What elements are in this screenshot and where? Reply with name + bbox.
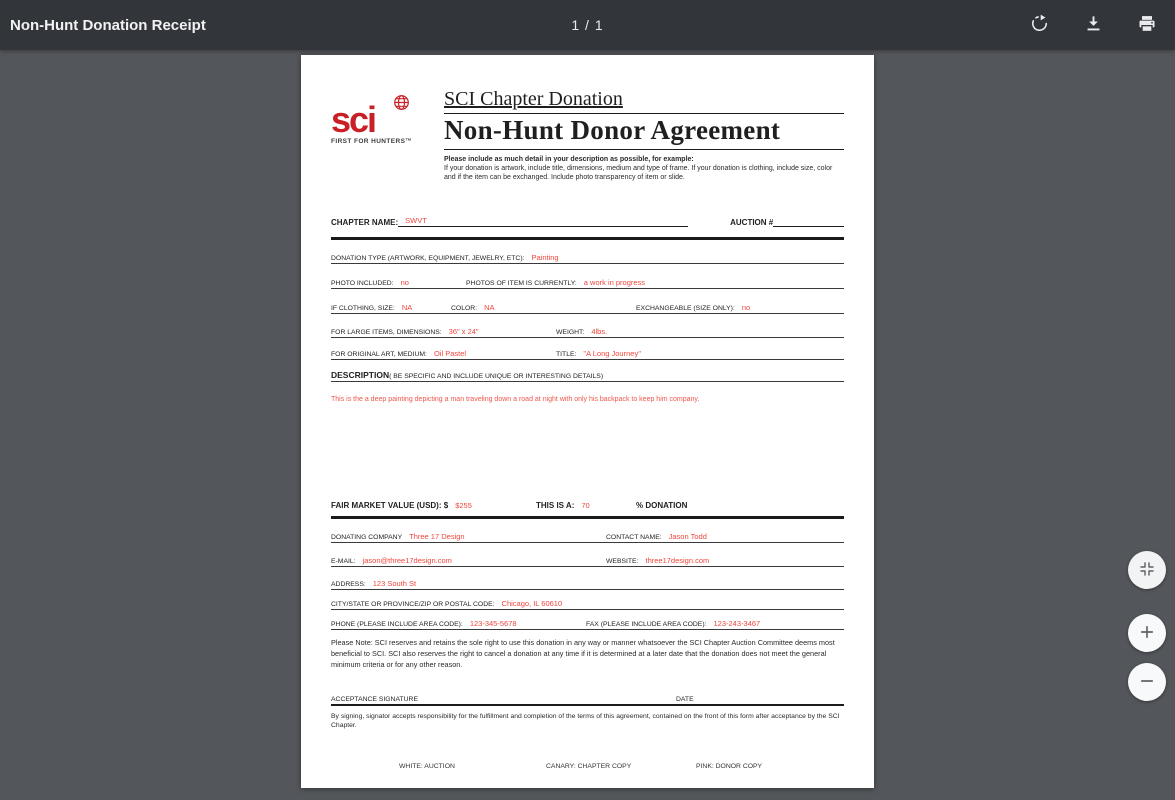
donation-percent-value: 70 [581, 501, 590, 510]
fax-value: 123-243-3467 [713, 619, 761, 628]
color-label: COLOR: [451, 305, 478, 312]
photos-currently-label: PHOTOS OF ITEM IS CURRENTLY: [466, 280, 577, 287]
copy-white: WHITE: AUCTION [399, 763, 455, 770]
form-row-donation-type[interactable] [331, 253, 844, 264]
donation-type-value: Painting [531, 253, 559, 262]
phone-label: PHONE (PLEASE INCLUDE AREA CODE): [331, 621, 463, 628]
city-value: Chicago, IL 60610 [501, 599, 563, 608]
description-label-detail: ( BE SPECIFIC AND INCLUDE UNIQUE OR INTERESTING DETAILS) [389, 373, 604, 380]
form-row-description [331, 370, 844, 382]
form-row-chapter [331, 216, 844, 227]
contact-name-label: CONTACT NAME: [606, 534, 662, 541]
city-label: CITY/STATE OR PROVINCE/ZIP OR POSTAL CODE: [331, 601, 495, 608]
photos-currently-value: a work in progress [583, 278, 646, 287]
medium-label: FOR ORIGINAL ART, MEDIUM: [331, 351, 427, 358]
photo-included-label: PHOTO INCLUDED: [331, 280, 394, 287]
form-row-clothing[interactable] [331, 303, 844, 314]
form-row-company[interactable] [331, 532, 844, 543]
sci-logo-wordmark: sci [331, 99, 376, 140]
fit-page-icon [1139, 561, 1155, 580]
description-value[interactable]: This is the a deep painting depicting a man traveling down a road at night with only his backpack to keep him company. [331, 396, 700, 403]
chapter-name-label: CHAPTER NAME: [331, 218, 399, 227]
donating-company-value: Three 17 Design [409, 532, 465, 541]
form-row-dimensions[interactable] [331, 327, 844, 338]
chapter-name-line[interactable] [398, 216, 688, 227]
percent-donation-label: % DONATION [636, 501, 688, 510]
art-title-label: TITLE: [556, 351, 577, 358]
divider-thick-2 [331, 516, 844, 519]
zoom-out-icon [1138, 672, 1156, 693]
email-label: E-MAIL: [331, 558, 356, 565]
zoom-out-button[interactable] [1128, 663, 1166, 701]
fax-label: FAX (PLEASE INCLUDE AREA CODE): [586, 621, 707, 628]
print-icon [1137, 14, 1157, 37]
dimensions-label: FOR LARGE ITEMS, DIMENSIONS: [331, 329, 442, 336]
dimensions-value: 36" x 24" [448, 327, 479, 336]
logo-tagline: FIRST FOR HUNTERS™ [331, 138, 413, 145]
weight-value: 4lbs. [591, 327, 608, 336]
fit-page-button[interactable] [1128, 551, 1166, 589]
copy-canary: CANARY: CHAPTER COPY [546, 763, 632, 770]
print-button[interactable] [1135, 13, 1159, 37]
globe-icon [393, 94, 410, 116]
form-instructions [444, 155, 844, 182]
pdf-toolbar [0, 0, 1175, 50]
exchangeable-label: EXCHANGEABLE (SIZE ONLY): [636, 305, 735, 312]
sci-logo [331, 88, 434, 182]
color-value: NA [484, 303, 495, 312]
instructions-body: If your donation is artwork, include title, dimensions, medium and type of frame. If your donation is clothing, include size, color and if the item can be exchanged. Include photo transparency of item or slide. [444, 165, 833, 181]
donation-type-label: DONATION TYPE (ARTWORK, EQUIPMENT, JEWELRY, ETC): [331, 255, 525, 262]
please-note-text: Please Note: SCI reserves and retains the sole right to use this donation in any way or manner whatsoever the SCI Chapter Auction Committee deems most beneficial to SCI. SCI also reserves the right to cancel a donation at any time if it is determined at a later date that the donation does not meet the general minimum criteria or for any other reason. [331, 638, 835, 669]
download-icon [1084, 14, 1103, 36]
form-row-fmv [331, 501, 844, 510]
address-label: ADDRESS: [331, 581, 366, 588]
form-row-medium[interactable] [331, 349, 844, 360]
page-indicator: 1 / 1 [571, 17, 604, 33]
photo-included-value: no [400, 278, 409, 287]
rotate-button[interactable] [1027, 13, 1051, 37]
header-titles [444, 88, 844, 182]
donating-company-label: DONATING COMPANY [331, 534, 403, 541]
form-row-email[interactable] [331, 556, 844, 567]
form-row-signature[interactable] [331, 696, 844, 706]
signing-note-text: By signing, signator accepts responsibility for the fulfillment and completion of the terms of this agreement, contained on the front of this form after acceptance by the SCI Chapter. [331, 713, 840, 729]
form-row-address[interactable] [331, 579, 844, 590]
form-row-city[interactable] [331, 599, 844, 610]
contact-name-value: Jason Todd [668, 532, 707, 541]
auction-line[interactable] [773, 225, 844, 227]
document-header [331, 55, 844, 182]
description-label: DESCRIPTION [331, 370, 390, 380]
copies-footer [331, 763, 844, 770]
form-title: Non-Hunt Donor Agreement [444, 115, 844, 150]
form-subtitle: SCI Chapter Donation [444, 88, 844, 114]
date-label: DATE [676, 696, 694, 703]
divider-thick [331, 237, 844, 240]
zoom-in-icon [1138, 623, 1156, 644]
download-button[interactable] [1081, 13, 1105, 37]
clothing-size-label: IF CLOTHING, SIZE: [331, 305, 395, 312]
document-title: Non-Hunt Donation Receipt [10, 16, 206, 34]
form-row-photo[interactable] [331, 278, 844, 289]
form-row-phone[interactable] [331, 619, 844, 630]
medium-value: Oil Pastel [433, 349, 467, 358]
rotate-icon [1030, 14, 1049, 36]
auction-label: AUCTION # [730, 218, 774, 227]
toolbar-actions [1027, 13, 1159, 37]
chapter-name-value: SWVT [405, 216, 427, 225]
exchangeable-value: no [741, 303, 751, 312]
document-page [301, 55, 874, 788]
clothing-size-value: NA [401, 303, 413, 312]
fmv-value: $255 [455, 501, 472, 510]
website-value: three17design.com [645, 556, 710, 565]
fmv-label: FAIR MARKET VALUE (USD): $ [331, 501, 449, 510]
acceptance-signature-label: ACCEPTANCE SIGNATURE [331, 696, 418, 703]
address-value: 123 South St [372, 579, 417, 588]
zoom-in-button[interactable] [1128, 614, 1166, 652]
copy-pink: PINK: DONOR COPY [696, 763, 763, 770]
phone-value: 123-345-5678 [469, 619, 517, 628]
art-title-value: "A Long Journey" [583, 349, 641, 358]
weight-label: WEIGHT: [556, 329, 585, 336]
this-is-a-label: THIS IS A: [536, 501, 575, 510]
website-label: WEBSITE: [606, 558, 639, 565]
email-value: jason@three17design.com [362, 556, 452, 565]
instructions-bold: Please include as much detail in your description as possible, for example: [444, 156, 694, 163]
pdf-viewer-area[interactable] [0, 50, 1175, 800]
